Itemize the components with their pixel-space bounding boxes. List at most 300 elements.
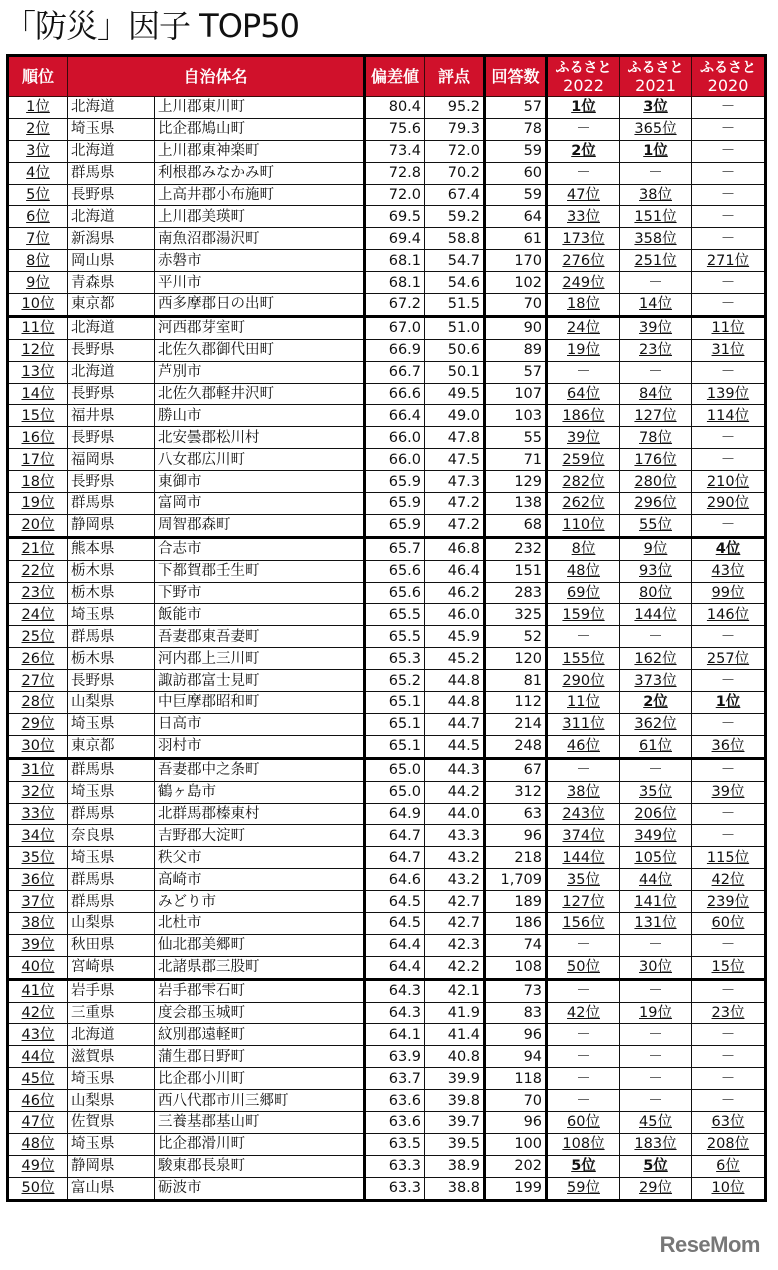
furusato-2021-cell: 131位 <box>620 912 692 934</box>
responses-cell: 57 <box>485 97 547 119</box>
score-cell: 72.0 <box>425 140 485 162</box>
table-row <box>8 449 766 471</box>
furusato-2022-cell: 276位 <box>547 250 620 272</box>
table-row <box>8 184 766 206</box>
responses-cell: 102 <box>485 272 547 294</box>
table-row <box>8 537 766 560</box>
rank-cell: 36位 <box>8 869 68 891</box>
rank-cell: 32位 <box>8 781 68 803</box>
municipality-cell: 比企郡小川町 <box>155 1068 365 1090</box>
furusato-2020-cell: － <box>692 934 766 956</box>
rank-cell: 28位 <box>8 692 68 714</box>
responses-cell: 55 <box>485 427 547 449</box>
responses-cell: 83 <box>485 1002 547 1024</box>
deviation-cell: 64.5 <box>365 891 425 913</box>
deviation-cell: 65.1 <box>365 692 425 714</box>
score-cell: 42.2 <box>425 956 485 979</box>
prefecture-cell: 福岡県 <box>68 449 155 471</box>
responses-cell: 63 <box>485 803 547 825</box>
furusato-2022-cell: 33位 <box>547 206 620 228</box>
table-row <box>8 1024 766 1046</box>
municipality-cell: 仙北郡美郷町 <box>155 934 365 956</box>
deviation-cell: 80.4 <box>365 97 425 119</box>
rank-cell: 19位 <box>8 493 68 515</box>
rank-cell: 38位 <box>8 912 68 934</box>
furusato-2022-cell: 108位 <box>547 1133 620 1155</box>
table-row <box>8 1133 766 1155</box>
score-cell: 54.7 <box>425 250 485 272</box>
prefecture-cell: 栃木県 <box>68 582 155 604</box>
furusato-2020-cell: － <box>692 1068 766 1090</box>
responses-cell: 70 <box>485 1090 547 1112</box>
deviation-cell: 65.5 <box>365 604 425 626</box>
table-row <box>8 427 766 449</box>
prefecture-cell: 佐賀県 <box>68 1111 155 1133</box>
responses-cell: 96 <box>485 1024 547 1046</box>
prefecture-cell: 群馬県 <box>68 758 155 781</box>
rank-cell: 27位 <box>8 670 68 692</box>
deviation-cell: 66.9 <box>365 339 425 361</box>
municipality-cell: 南魚沼郡湯沢町 <box>155 228 365 250</box>
score-cell: 70.2 <box>425 162 485 184</box>
furusato-2020-cell: 11位 <box>692 316 766 339</box>
prefecture-cell: 東京都 <box>68 735 155 758</box>
score-cell: 43.3 <box>425 825 485 847</box>
header-score: 評点 <box>425 56 485 97</box>
deviation-cell: 63.3 <box>365 1155 425 1177</box>
resemom-logo: ReseMom <box>659 1232 760 1257</box>
furusato-2020-cell: － <box>692 1090 766 1112</box>
municipality-cell: 比企郡滑川町 <box>155 1133 365 1155</box>
municipality-cell: 三養基郡基山町 <box>155 1111 365 1133</box>
deviation-cell: 65.6 <box>365 560 425 582</box>
furusato-2020-cell: － <box>692 514 766 537</box>
furusato-2021-cell: 19位 <box>620 1002 692 1024</box>
prefecture-cell: 秋田県 <box>68 934 155 956</box>
furusato-2022-cell: 155位 <box>547 648 620 670</box>
furusato-2022-cell: － <box>547 361 620 383</box>
rank-cell: 31位 <box>8 758 68 781</box>
score-cell: 46.0 <box>425 604 485 626</box>
furusato-2021-cell: 151位 <box>620 206 692 228</box>
rank-cell: 7位 <box>8 228 68 250</box>
responses-cell: 59 <box>485 140 547 162</box>
rank-cell: 45位 <box>8 1068 68 1090</box>
deviation-cell: 73.4 <box>365 140 425 162</box>
deviation-cell: 63.3 <box>365 1177 425 1200</box>
furusato-2021-cell: 280位 <box>620 471 692 493</box>
ranking-table <box>6 54 767 1202</box>
furusato-2022-cell: 19位 <box>547 339 620 361</box>
furusato-2020-cell: － <box>692 140 766 162</box>
table-row <box>8 869 766 891</box>
rank-cell: 17位 <box>8 449 68 471</box>
furusato-2020-cell: 43位 <box>692 560 766 582</box>
furusato-2021-cell: 206位 <box>620 803 692 825</box>
table-row <box>8 272 766 294</box>
municipality-cell: 河内郡上三川町 <box>155 648 365 670</box>
prefecture-cell: 奈良県 <box>68 825 155 847</box>
rank-cell: 49位 <box>8 1155 68 1177</box>
table-row <box>8 1046 766 1068</box>
furusato-2021-cell: 39位 <box>620 316 692 339</box>
municipality-cell: 下都賀郡壬生町 <box>155 560 365 582</box>
furusato-2021-cell: 78位 <box>620 427 692 449</box>
furusato-2022-cell: 2位 <box>547 140 620 162</box>
furusato-2021-cell: 127位 <box>620 405 692 427</box>
table-row <box>8 979 766 1002</box>
deviation-cell: 67.0 <box>365 316 425 339</box>
deviation-cell: 66.4 <box>365 405 425 427</box>
table-row <box>8 560 766 582</box>
score-cell: 54.6 <box>425 272 485 294</box>
prefecture-cell: 山梨県 <box>68 912 155 934</box>
header-furusato-2022: ふるさと 2022 <box>547 56 620 97</box>
furusato-2020-cell: － <box>692 162 766 184</box>
responses-cell: 68 <box>485 514 547 537</box>
score-cell: 45.9 <box>425 626 485 648</box>
table-row <box>8 781 766 803</box>
deviation-cell: 65.2 <box>365 670 425 692</box>
responses-cell: 59 <box>485 184 547 206</box>
municipality-cell: 八女郡広川町 <box>155 449 365 471</box>
furusato-2020-cell: 210位 <box>692 471 766 493</box>
table-row <box>8 471 766 493</box>
furusato-2021-cell: － <box>620 1046 692 1068</box>
responses-cell: 108 <box>485 956 547 979</box>
furusato-2022-cell: 35位 <box>547 869 620 891</box>
rank-cell: 47位 <box>8 1111 68 1133</box>
furusato-2020-cell: － <box>692 118 766 140</box>
responses-cell: 70 <box>485 294 547 317</box>
rank-cell: 1位 <box>8 97 68 119</box>
responses-cell: 112 <box>485 692 547 714</box>
score-cell: 44.2 <box>425 781 485 803</box>
responses-cell: 138 <box>485 493 547 515</box>
table-row <box>8 162 766 184</box>
municipality-cell: 吾妻郡中之条町 <box>155 758 365 781</box>
furusato-2021-cell: 44位 <box>620 869 692 891</box>
table-row <box>8 1090 766 1112</box>
furusato-2022-cell: 159位 <box>547 604 620 626</box>
furusato-2022-cell: － <box>547 1024 620 1046</box>
municipality-cell: 西八代郡市川三郷町 <box>155 1090 365 1112</box>
municipality-cell: 比企郡鳩山町 <box>155 118 365 140</box>
score-cell: 44.3 <box>425 758 485 781</box>
furusato-2022-cell: 8位 <box>547 537 620 560</box>
rank-cell: 16位 <box>8 427 68 449</box>
deviation-cell: 64.3 <box>365 979 425 1002</box>
furusato-2022-cell: 48位 <box>547 560 620 582</box>
table-row <box>8 956 766 979</box>
municipality-cell: 上高井郡小布施町 <box>155 184 365 206</box>
rank-cell: 37位 <box>8 891 68 913</box>
furusato-2022-cell: 243位 <box>547 803 620 825</box>
municipality-cell: 諏訪郡富士見町 <box>155 670 365 692</box>
rank-cell: 6位 <box>8 206 68 228</box>
table-row <box>8 118 766 140</box>
furusato-2022-cell: 42位 <box>547 1002 620 1024</box>
municipality-cell: 度会郡玉城町 <box>155 1002 365 1024</box>
prefecture-cell: 静岡県 <box>68 1155 155 1177</box>
responses-cell: 90 <box>485 316 547 339</box>
table-row <box>8 294 766 317</box>
prefecture-cell: 富山県 <box>68 1177 155 1200</box>
furusato-2020-cell: 115位 <box>692 847 766 869</box>
furusato-2021-cell: 9位 <box>620 537 692 560</box>
prefecture-cell: 栃木県 <box>68 560 155 582</box>
prefecture-cell: 埼玉県 <box>68 713 155 735</box>
page-title: 「防災」因子 TOP50 <box>4 7 299 45</box>
score-cell: 46.4 <box>425 560 485 582</box>
rank-cell: 9位 <box>8 272 68 294</box>
score-cell: 51.5 <box>425 294 485 317</box>
furusato-2020-cell: 4位 <box>692 537 766 560</box>
furusato-2021-cell: － <box>620 1068 692 1090</box>
municipality-cell: 上川郡美瑛町 <box>155 206 365 228</box>
score-cell: 47.2 <box>425 493 485 515</box>
prefecture-cell: 熊本県 <box>68 537 155 560</box>
responses-cell: 202 <box>485 1155 547 1177</box>
deviation-cell: 67.2 <box>365 294 425 317</box>
deviation-cell: 68.1 <box>365 272 425 294</box>
score-cell: 79.3 <box>425 118 485 140</box>
furusato-2020-cell: 99位 <box>692 582 766 604</box>
municipality-cell: 富岡市 <box>155 493 365 515</box>
furusato-2020-cell: 63位 <box>692 1111 766 1133</box>
table-row <box>8 847 766 869</box>
prefecture-cell: 埼玉県 <box>68 604 155 626</box>
furusato-2021-cell: 162位 <box>620 648 692 670</box>
table-row <box>8 758 766 781</box>
furusato-2021-cell: － <box>620 758 692 781</box>
prefecture-cell: 長野県 <box>68 471 155 493</box>
prefecture-cell: 埼玉県 <box>68 1133 155 1155</box>
responses-cell: 96 <box>485 1111 547 1133</box>
rank-cell: 3位 <box>8 140 68 162</box>
municipality-cell: 高崎市 <box>155 869 365 891</box>
furusato-2020-cell: 39位 <box>692 781 766 803</box>
table-row <box>8 803 766 825</box>
furusato-2022-cell: － <box>547 1046 620 1068</box>
rank-cell: 12位 <box>8 339 68 361</box>
responses-cell: 189 <box>485 891 547 913</box>
rank-cell: 42位 <box>8 1002 68 1024</box>
responses-cell: 103 <box>485 405 547 427</box>
rank-cell: 14位 <box>8 383 68 405</box>
deviation-cell: 66.0 <box>365 449 425 471</box>
furusato-2020-cell: 15位 <box>692 956 766 979</box>
prefecture-cell: 宮崎県 <box>68 956 155 979</box>
municipality-cell: 周智郡森町 <box>155 514 365 537</box>
rank-cell: 23位 <box>8 582 68 604</box>
furusato-2021-cell: 176位 <box>620 449 692 471</box>
deviation-cell: 65.0 <box>365 781 425 803</box>
responses-cell: 100 <box>485 1133 547 1155</box>
prefecture-cell: 山梨県 <box>68 692 155 714</box>
furusato-2021-cell: － <box>620 934 692 956</box>
rank-cell: 33位 <box>8 803 68 825</box>
furusato-2021-cell: 183位 <box>620 1133 692 1155</box>
furusato-2021-cell: 14位 <box>620 294 692 317</box>
furusato-2021-cell: 30位 <box>620 956 692 979</box>
furusato-2021-cell: － <box>620 1090 692 1112</box>
table-row <box>8 1068 766 1090</box>
responses-cell: 248 <box>485 735 547 758</box>
header-responses: 回答数 <box>485 56 547 97</box>
responses-cell: 129 <box>485 471 547 493</box>
rank-cell: 30位 <box>8 735 68 758</box>
prefecture-cell: 北海道 <box>68 97 155 119</box>
responses-cell: 61 <box>485 228 547 250</box>
responses-cell: 74 <box>485 934 547 956</box>
furusato-2021-cell: 3位 <box>620 97 692 119</box>
table-row <box>8 1111 766 1133</box>
furusato-2022-cell: 38位 <box>547 781 620 803</box>
responses-cell: 71 <box>485 449 547 471</box>
rank-cell: 22位 <box>8 560 68 582</box>
score-cell: 44.5 <box>425 735 485 758</box>
rank-cell: 10位 <box>8 294 68 317</box>
deviation-cell: 63.9 <box>365 1046 425 1068</box>
prefecture-cell: 栃木県 <box>68 648 155 670</box>
table-row <box>8 1002 766 1024</box>
score-cell: 50.6 <box>425 339 485 361</box>
deviation-cell: 65.1 <box>365 735 425 758</box>
table-row <box>8 670 766 692</box>
furusato-2020-cell: － <box>692 1046 766 1068</box>
rank-cell: 18位 <box>8 471 68 493</box>
table-row <box>8 648 766 670</box>
deviation-cell: 63.6 <box>365 1090 425 1112</box>
deviation-cell: 72.8 <box>365 162 425 184</box>
prefecture-cell: 群馬県 <box>68 162 155 184</box>
score-cell: 38.8 <box>425 1177 485 1200</box>
responses-cell: 67 <box>485 758 547 781</box>
responses-cell: 312 <box>485 781 547 803</box>
table-row <box>8 626 766 648</box>
score-cell: 47.5 <box>425 449 485 471</box>
municipality-cell: 北佐久郡軽井沢町 <box>155 383 365 405</box>
prefecture-cell: 岩手県 <box>68 979 155 1002</box>
deviation-cell: 65.7 <box>365 537 425 560</box>
score-cell: 47.2 <box>425 514 485 537</box>
furusato-2022-cell: 59位 <box>547 1177 620 1200</box>
furusato-2022-cell: 311位 <box>547 713 620 735</box>
table-row <box>8 316 766 339</box>
furusato-2022-cell: － <box>547 1068 620 1090</box>
furusato-2021-cell: 5位 <box>620 1155 692 1177</box>
score-cell: 38.9 <box>425 1155 485 1177</box>
furusato-2021-cell: 362位 <box>620 713 692 735</box>
table-row <box>8 405 766 427</box>
furusato-2022-cell: － <box>547 1090 620 1112</box>
deviation-cell: 66.7 <box>365 361 425 383</box>
table-body <box>8 97 766 1201</box>
furusato-2020-cell: 10位 <box>692 1177 766 1200</box>
municipality-cell: 秩父市 <box>155 847 365 869</box>
rank-cell: 35位 <box>8 847 68 869</box>
furusato-2021-cell: 29位 <box>620 1177 692 1200</box>
prefecture-cell: 北海道 <box>68 1024 155 1046</box>
score-cell: 45.2 <box>425 648 485 670</box>
furusato-2020-cell: － <box>692 97 766 119</box>
furusato-2021-cell: － <box>620 361 692 383</box>
deviation-cell: 64.9 <box>365 803 425 825</box>
rank-cell: 26位 <box>8 648 68 670</box>
deviation-cell: 69.5 <box>365 206 425 228</box>
furusato-2022-cell: 144位 <box>547 847 620 869</box>
municipality-cell: 鶴ヶ島市 <box>155 781 365 803</box>
responses-cell: 214 <box>485 713 547 735</box>
municipality-cell: 日高市 <box>155 713 365 735</box>
municipality-cell: 北佐久郡御代田町 <box>155 339 365 361</box>
furusato-2022-cell: 11位 <box>547 692 620 714</box>
furusato-2021-cell: 144位 <box>620 604 692 626</box>
municipality-cell: 勝山市 <box>155 405 365 427</box>
rank-cell: 48位 <box>8 1133 68 1155</box>
furusato-2022-cell: 282位 <box>547 471 620 493</box>
furusato-2020-cell: － <box>692 228 766 250</box>
header-rank: 順位 <box>8 56 68 97</box>
furusato-2022-cell: － <box>547 934 620 956</box>
prefecture-cell: 北海道 <box>68 361 155 383</box>
score-cell: 39.8 <box>425 1090 485 1112</box>
furusato-2020-cell: － <box>692 361 766 383</box>
furusato-2022-cell: 69位 <box>547 582 620 604</box>
furusato-2021-cell: 55位 <box>620 514 692 537</box>
prefecture-cell: 東京都 <box>68 294 155 317</box>
table-row <box>8 934 766 956</box>
rank-cell: 5位 <box>8 184 68 206</box>
furusato-2022-cell: 249位 <box>547 272 620 294</box>
municipality-cell: 上川郡東川町 <box>155 97 365 119</box>
score-cell: 41.9 <box>425 1002 485 1024</box>
rank-cell: 13位 <box>8 361 68 383</box>
deviation-cell: 69.4 <box>365 228 425 250</box>
responses-cell: 120 <box>485 648 547 670</box>
prefecture-cell: 北海道 <box>68 316 155 339</box>
table-row <box>8 1155 766 1177</box>
municipality-cell: 吾妻郡東吾妻町 <box>155 626 365 648</box>
furusato-2020-cell: 60位 <box>692 912 766 934</box>
municipality-cell: 砺波市 <box>155 1177 365 1200</box>
deviation-cell: 65.9 <box>365 471 425 493</box>
score-cell: 46.2 <box>425 582 485 604</box>
table-row <box>8 1177 766 1200</box>
score-cell: 40.8 <box>425 1046 485 1068</box>
furusato-2021-cell: 93位 <box>620 560 692 582</box>
score-cell: 43.2 <box>425 847 485 869</box>
score-cell: 39.5 <box>425 1133 485 1155</box>
municipality-cell: 平川市 <box>155 272 365 294</box>
deviation-cell: 65.9 <box>365 514 425 537</box>
score-cell: 67.4 <box>425 184 485 206</box>
responses-cell: 325 <box>485 604 547 626</box>
score-cell: 39.9 <box>425 1068 485 1090</box>
rank-cell: 25位 <box>8 626 68 648</box>
table-row <box>8 206 766 228</box>
furusato-2020-cell: 239位 <box>692 891 766 913</box>
deviation-cell: 64.4 <box>365 956 425 979</box>
score-cell: 58.8 <box>425 228 485 250</box>
responses-cell: 96 <box>485 825 547 847</box>
rank-cell: 20位 <box>8 514 68 537</box>
deviation-cell: 65.0 <box>365 758 425 781</box>
furusato-2022-cell: 127位 <box>547 891 620 913</box>
furusato-2021-cell: － <box>620 272 692 294</box>
responses-cell: 151 <box>485 560 547 582</box>
